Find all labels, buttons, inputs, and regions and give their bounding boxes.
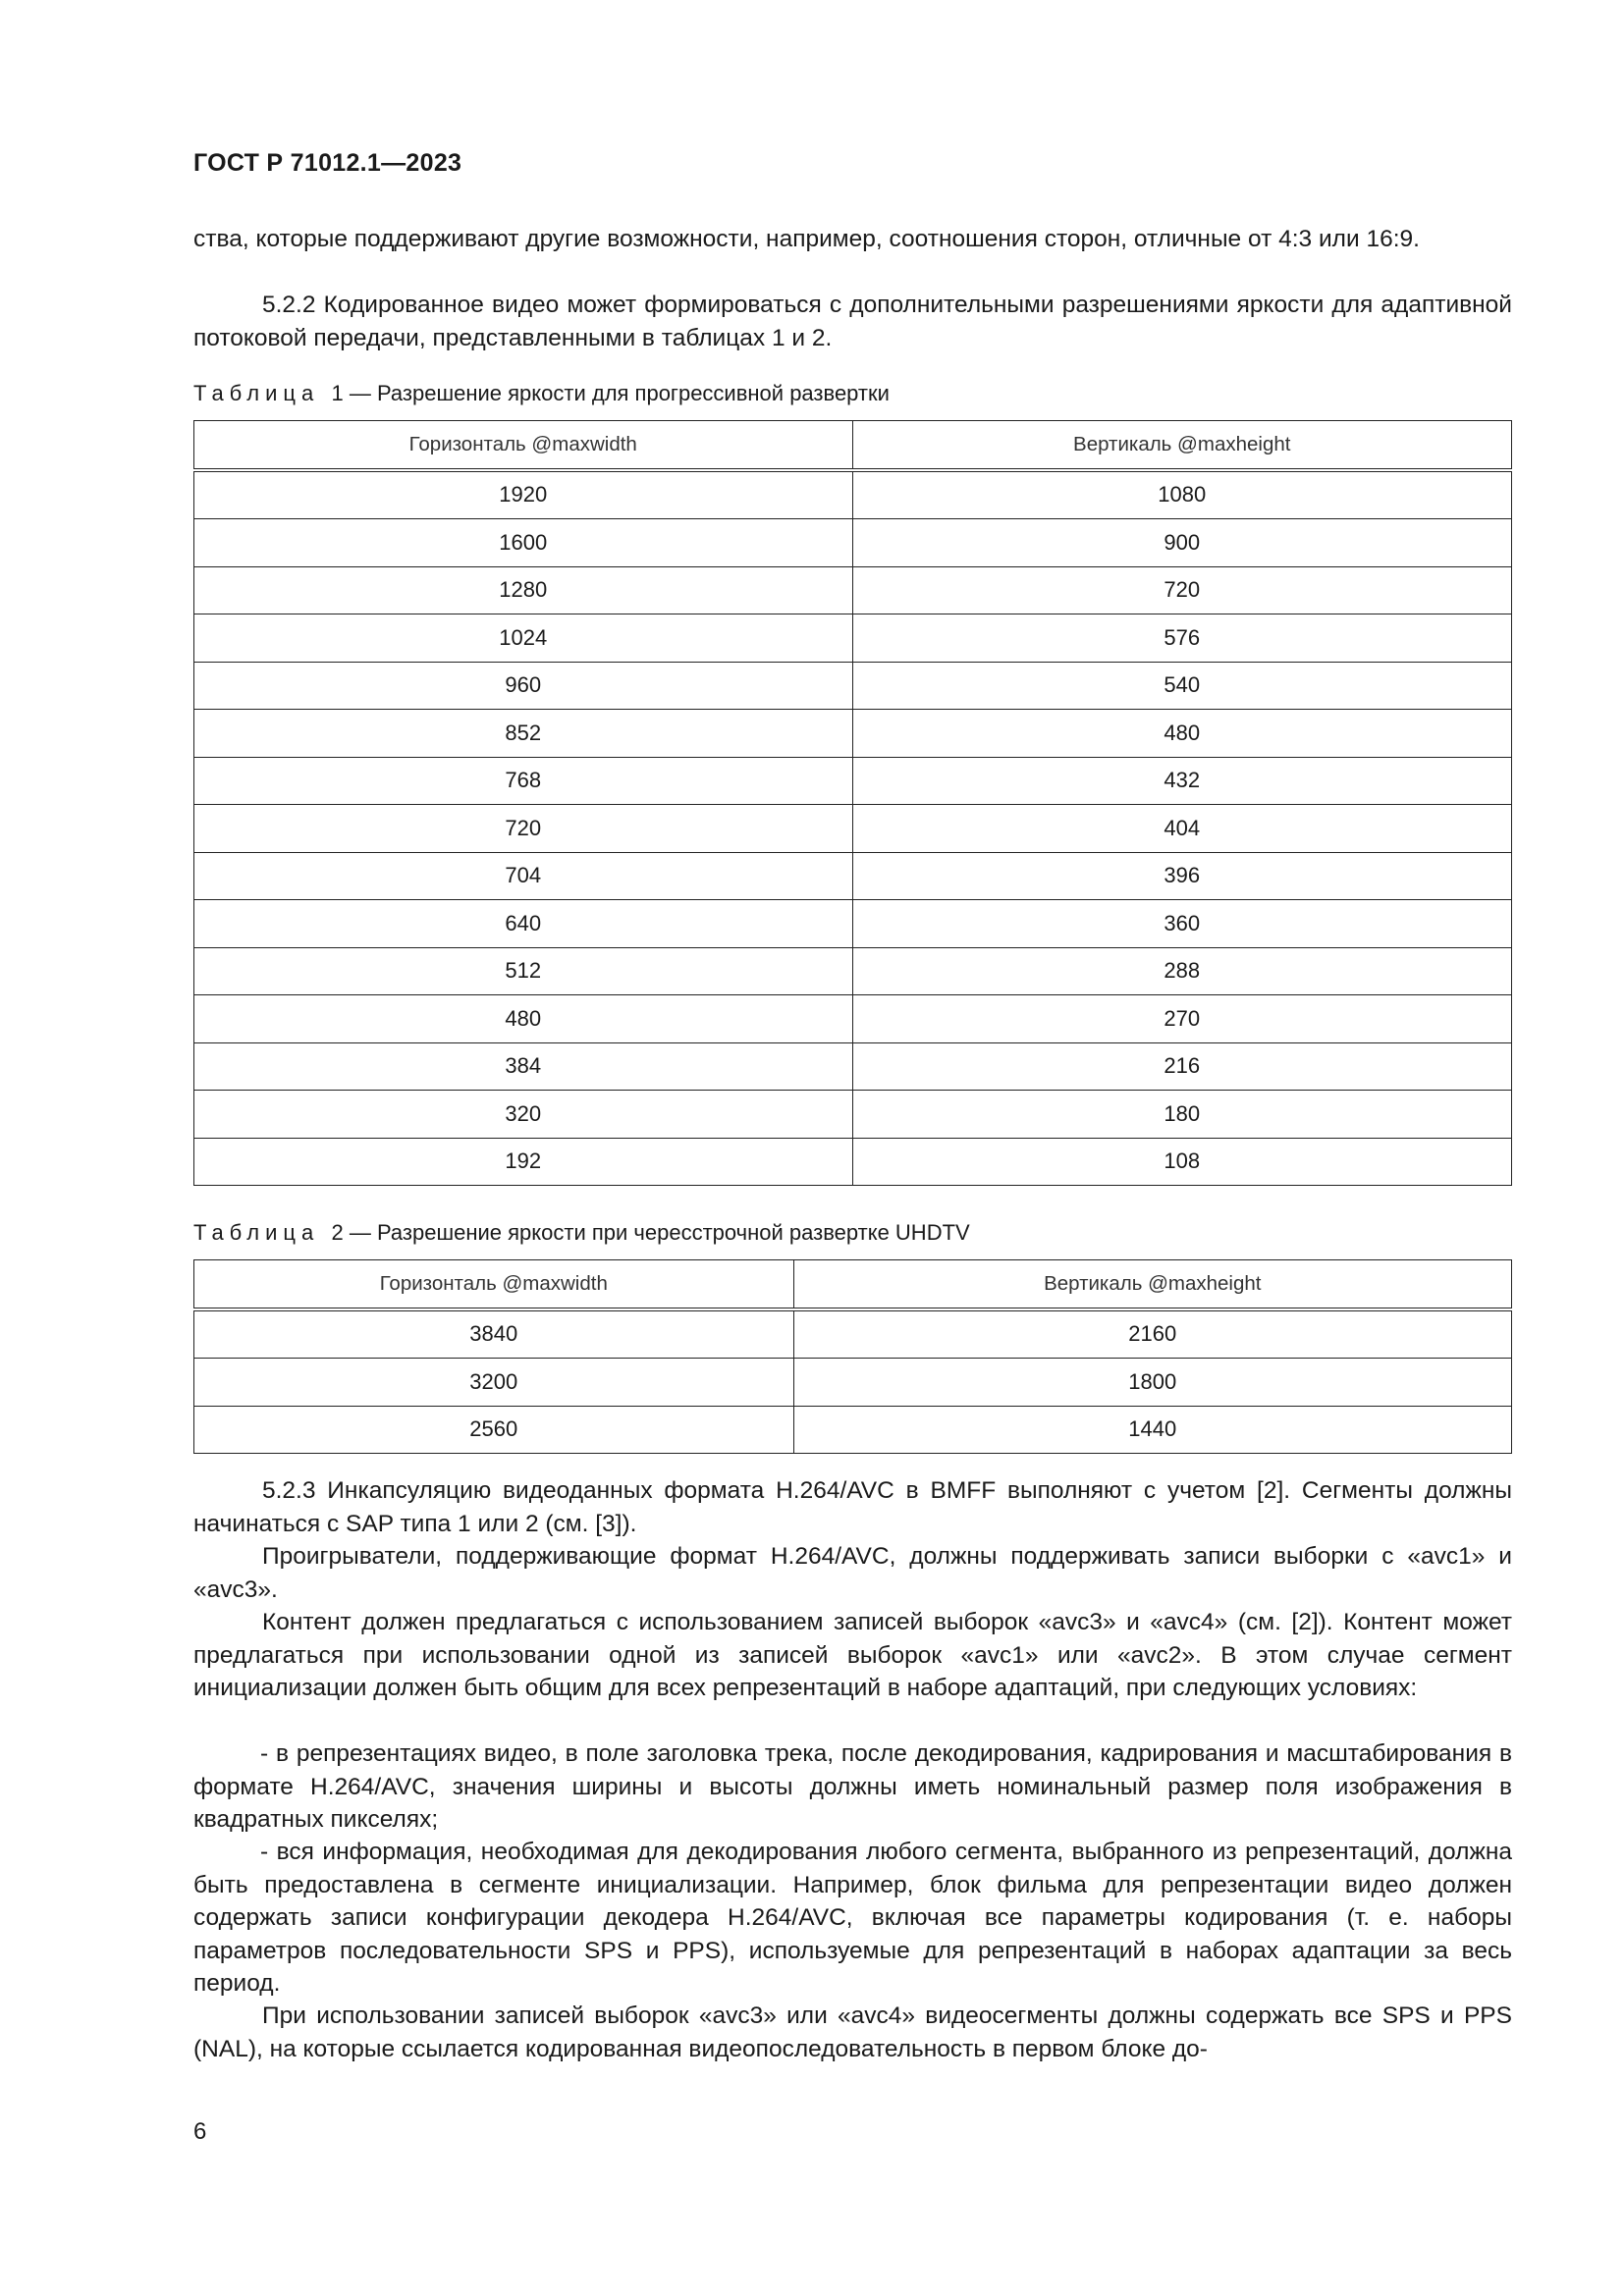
table-cell: 320 [194, 1091, 853, 1139]
table-cell: 3200 [194, 1359, 794, 1407]
table-cell: 720 [194, 805, 853, 853]
table-cell: 480 [194, 995, 853, 1043]
table-row [194, 1091, 1512, 1139]
table2-header-vertical: Вертикаль @maxheight [793, 1260, 1511, 1309]
page-number: 6 [193, 2118, 207, 2145]
table-row [194, 995, 1512, 1043]
table-row [194, 662, 1512, 710]
table-cell: 1080 [852, 470, 1512, 519]
table-cell: 1280 [194, 566, 853, 614]
paragraph-final: При использовании записей выборок «avc3» или «avc4» видеосегменты должны содержать все SPS и PPS (NAL), на которые ссылается кодированная видеопоследовательность в первом блоке до- [193, 2002, 1512, 2062]
table-cell: 720 [852, 566, 1512, 614]
table-row [194, 614, 1512, 663]
table-cell: 852 [194, 710, 853, 758]
table1 [193, 420, 1512, 1186]
table1-caption [193, 381, 890, 406]
list-item-dash-2: - вся информация, необходимая для декодирования любого сегмента, выбранного из репрезентаций, должна быть предоставлена в сегменте инициализации. Например, блок фильма для репрезентации видео должен содержать записи конфигурации декодера H.264/AVC, включая все параметры кодирования (т. е. наборы параметров последовательности SPS и PPS), используемые для репрезентаций в наборах адаптации за весь период. [193, 1839, 1512, 1997]
table2-header-horizontal: Горизонталь @maxwidth [194, 1260, 794, 1309]
table-cell: 108 [852, 1138, 1512, 1186]
table-cell: 1024 [194, 614, 853, 663]
table-row [194, 947, 1512, 995]
table-cell: 2560 [194, 1406, 794, 1454]
table-row [194, 710, 1512, 758]
table1-header-vertical: Вертикаль @maxheight [852, 421, 1512, 470]
table-row [194, 1406, 1512, 1454]
table2-header-row [194, 1260, 1512, 1309]
table-cell: 704 [194, 852, 853, 900]
table-cell: 900 [852, 519, 1512, 567]
table-cell: 270 [852, 995, 1512, 1043]
table-row [194, 519, 1512, 567]
table2-caption-word: Таблица [193, 1220, 320, 1245]
table-cell: 432 [852, 757, 1512, 805]
paragraph-5-2-2: 5.2.2 Кодированное видео может формироваться с дополнительными разрешениями яркости для адаптивной потоковой передачи, представленными в таблицах 1 и 2. [193, 292, 1512, 351]
table-cell: 1920 [194, 470, 853, 519]
table-cell: 480 [852, 710, 1512, 758]
table1-header-horizontal: Горизонталь @maxwidth [194, 421, 853, 470]
table-cell: 288 [852, 947, 1512, 995]
table-cell: 512 [194, 947, 853, 995]
table-cell: 1600 [194, 519, 853, 567]
table-cell: 1800 [793, 1359, 1511, 1407]
table-cell: 540 [852, 662, 1512, 710]
table-row [194, 1042, 1512, 1091]
table-cell: 180 [852, 1091, 1512, 1139]
table1-caption-text: 1 — Разрешение яркости для прогрессивной развертки [331, 381, 890, 405]
table2-caption-text: 2 — Разрешение яркости при чересстрочной развертке UHDTV [331, 1220, 970, 1245]
paragraph-players: Проигрыватели, поддерживающие формат H.264/AVC, должны поддерживать записи выборки с «avc1» и «avc3». [193, 1543, 1512, 1603]
paragraph-content: Контент должен предлагаться с использованием записей выборок «avc3» и «avc4» (см. [2]). Контент может предлагаться при использовании одной из записей выборок «avc1» или «avc2». В этом случае сегмент инициализации должен быть общим для всех репрезентаций в наборе адаптаций, при следующих условиях: [193, 1609, 1512, 1701]
document-header: ГОСТ Р 71012.1—2023 [193, 149, 462, 177]
table-cell: 216 [852, 1042, 1512, 1091]
list-item-dash-1: - в репрезентациях видео, в поле заголовка трека, после декодирования, кадрирования и масштабирования в формате H.264/AVC, значения ширины и высоты должны иметь номинальный размер поля изображения в квадратных пикселях; [193, 1740, 1512, 1833]
paragraph-5-2-3: 5.2.3 Инкапсуляцию видеоданных формата H.264/AVC в BMFF выполняют с учетом [2]. Сегменты должны начинаться с SAP типа 1 или 2 (см. [3]). [193, 1477, 1512, 1537]
table1-header-row [194, 421, 1512, 470]
table-cell: 396 [852, 852, 1512, 900]
table-cell: 3840 [194, 1309, 794, 1359]
table-row [194, 1359, 1512, 1407]
table-row [194, 757, 1512, 805]
table-cell: 1440 [793, 1406, 1511, 1454]
table-row [194, 566, 1512, 614]
table-cell: 384 [194, 1042, 853, 1091]
table-row [194, 1309, 1512, 1359]
table2 [193, 1259, 1512, 1454]
table-cell: 192 [194, 1138, 853, 1186]
table-row [194, 852, 1512, 900]
table-cell: 404 [852, 805, 1512, 853]
table-cell: 960 [194, 662, 853, 710]
table-row [194, 805, 1512, 853]
table-cell: 640 [194, 900, 853, 948]
table1-caption-word: Таблица [193, 381, 320, 405]
paragraph-continuation: ства, которые поддерживают другие возможности, например, соотношения сторон, отличные от 4:3 или 16:9. [193, 226, 1420, 252]
table-row [194, 900, 1512, 948]
table-cell: 360 [852, 900, 1512, 948]
table-cell: 576 [852, 614, 1512, 663]
table-cell: 768 [194, 757, 853, 805]
table-row [194, 470, 1512, 519]
table-row [194, 1138, 1512, 1186]
table-cell: 2160 [793, 1309, 1511, 1359]
table2-caption [193, 1220, 970, 1246]
